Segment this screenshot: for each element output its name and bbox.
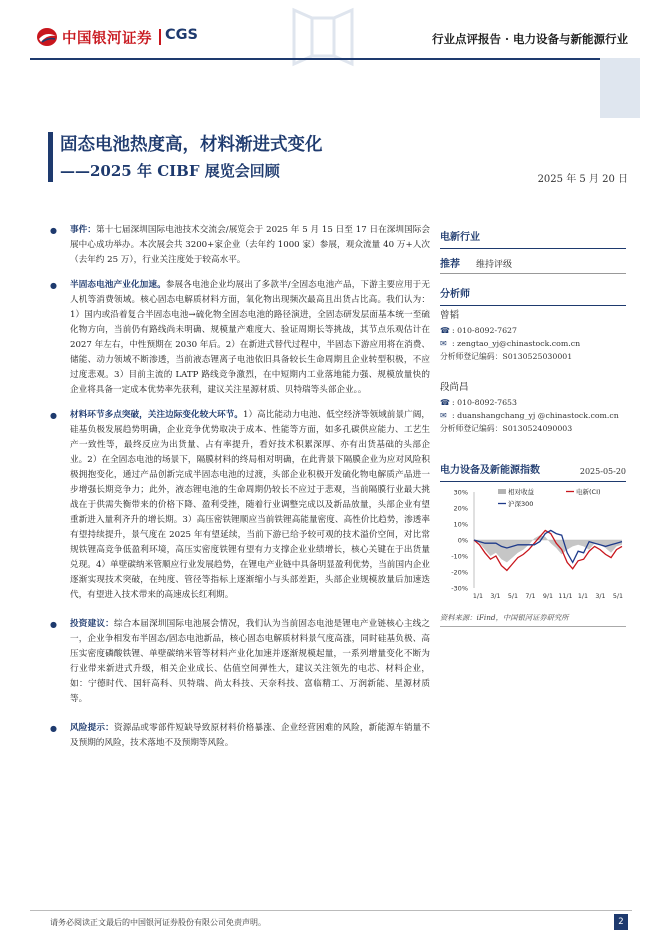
legend-swatch [498, 489, 506, 494]
legend-label: 相对收益 [508, 488, 534, 496]
x-tick-label: 1/1 [577, 593, 589, 600]
chart-date: 2025-05-20 [579, 467, 626, 476]
email-address[interactable]: duanshangchang_yj @chinastock.com.cn [457, 411, 619, 420]
y-tick-label: 10% [453, 520, 468, 529]
bullet-icon: ● [50, 620, 57, 629]
paragraph-lead: 风险提示： [70, 723, 114, 733]
paragraph-event [48, 223, 430, 268]
y-tick-label: 30% [453, 488, 468, 497]
phone-number: 010-8092-7653 [457, 398, 517, 407]
bullet-icon: ● [50, 226, 57, 235]
page-number: 2 [614, 914, 628, 930]
paragraph-text: 第十七届深圳国际电池技术交流会/展览会于 2025 年 5 月 15 日至 17 日在深圳国际会展中心成功举办。本次展会共 3200+家企业（去年约 1000 家）参展，观众流量 40 万+人次（去年约 25 万），行业关注度处于较高水平。 [70, 225, 430, 265]
x-tick-label: 1/1 [472, 593, 484, 600]
paragraph-lead: 投资建议： [70, 619, 114, 629]
report-subtitle: ——2025 年 CIBF 展览会回顾 [60, 162, 280, 180]
email-icon: ✉ [440, 339, 447, 348]
industry-heading: 电新行业 [440, 228, 626, 249]
paragraph-investment [48, 617, 430, 707]
paragraph-text: 参展各电池企业均展出了多款半/全固态电池产品，下游主要应用于无人机等消费领域。核心固态电解质材料方面，氧化物出现频次最高且出货占比高。我们认为：1）国内或沿着复合半固态电池→硫化物全固态电池的路径演进，全固态研发层面基本统一至硫化物方向，当前仍有路线尚未明确、规模量产难度大、验证周期长等挑战，其节点乐观估计在 2027 年左右，中性预期在 2030 年后。2）在新进式替代过程中，半固态下游应用将在消费、储能、动力领域不断渗透，当前液态锂离子电池依旧具备较长生命周期且企业转型积极，不应过度悲观。3）目前主流的 LATP 路线竞争激烈，在中短期内工业落地能力强、规模放量快的企业将具备一定成本优势率先获利，建议关注星源材质、贝特瑞等头部企业。。 [70, 280, 430, 395]
analyst-block-1 [440, 307, 626, 363]
legend-label: 电新(CI) [576, 488, 601, 496]
paragraph-text: 1）高比能动力电池、低空经济等领域前景广阔，硅基负极发展趋势明确，企业竞争优势取决于成本、性能等方面，如多孔碳供应能力、工艺生产一致性等，最终反应为出货量、占有率提升，看好技术积累深厚、亦有出货基础的头部企业。2）在全固态电池的场景下，隔膜材料的终局相对明确，在此背景下隔膜企业为应对风险积极拥抱变化，通过产品创新完成半固态电池的过渡，头部企业积极开发硫化物电解质产品进一步增强长期竞争力；此外，液态锂电池的生命周期仍较长不应过于悲观，当前隔膜行业最大挑战在于供需失衡带来的价格下降、盈利受挫，随着行业调整完成以及新品放量，头部企业有望重新进入量利齐升的增长期。3）高压密铁锂顺应当前铁锂高能量密度、高性价比趋势，渗透率有望持续提升，景气度在 2025 年有望延续，当前下游已给予较可观的技术溢价空间，对比常规铁锂高竞争低盈利环境，高压实密度铁锂有望有力支撑企业业绩增长，核心关键在于出货量兑现。4）单壁碳纳米管顺应行业发展趋势，在锂电产业链中具备明显盈利优势，当前国内企业逐渐实现技术突破，在纯度、管径等指标上逐渐缩小与头部差距，头部企业规模放量后加速迭代，有望进入技术带来的高速成长红利期。 [70, 410, 430, 600]
brand-name-en: CGS [165, 27, 198, 43]
analyst-name: 曾韬 [440, 310, 460, 321]
analyst-phone: ☎ : 010-8092-7627 [440, 326, 517, 335]
y-tick-label: -30% [451, 584, 468, 593]
brand-logo-icon [36, 27, 58, 47]
bullet-icon: ● [50, 411, 57, 420]
analyst-name: 段尚昌 [440, 382, 469, 393]
bullet-icon: ● [50, 281, 57, 290]
source-divider [440, 626, 626, 627]
y-tick-label: 0% [457, 536, 468, 545]
analysts-heading: 分析师 [440, 285, 626, 306]
chart-heading [440, 461, 626, 482]
y-tick-label: -10% [451, 552, 468, 561]
watermark-logo-icon [288, 6, 358, 70]
paragraph-semi-solid [48, 278, 430, 398]
rating-value: 维持评级 [476, 260, 513, 270]
bullet-icon: ● [50, 724, 57, 733]
email-icon: ✉ [440, 411, 447, 420]
title-accent-bar [48, 132, 53, 182]
paragraph-lead: 事件： [70, 225, 96, 235]
rating-key: 推荐 [440, 259, 460, 270]
chart-x-axis [473, 593, 623, 600]
rating-divider [440, 273, 626, 274]
y-tick-label: -20% [451, 568, 468, 577]
footer-disclaimer: 请务必阅读正文最后的中国银河证券股份有限公司免责声明。 [50, 918, 266, 927]
report-date: 2025 年 5 月 20 日 [537, 174, 628, 185]
analyst-phone: ☎ : 010-8092-7653 [440, 398, 517, 407]
chart-plot-area [474, 530, 622, 570]
header-accent-bar [600, 58, 640, 118]
rating-row [440, 255, 626, 270]
chart-title: 电力设备及新能源指数 [440, 465, 540, 476]
phone-icon: ☎ [440, 326, 450, 335]
paragraph-risk [48, 721, 430, 751]
report-title: 固态电池热度高，材料渐进式变化 [60, 135, 323, 155]
chart-legend [498, 487, 601, 508]
paragraph-materials [48, 408, 430, 603]
brand-name-cn: 中国银河证券 [62, 31, 152, 47]
x-tick-label: 3/1 [595, 593, 606, 600]
report-category: 行业点评报告 · 电力设备与新能源行业 [431, 32, 628, 46]
brand-separator [159, 29, 161, 45]
chart-y-axis [451, 489, 474, 593]
analyst-email: ✉ : zengtao_yj@chinastock.com.cn [440, 339, 581, 348]
main-body [48, 223, 430, 759]
analyst-reg-code: 分析师登记编码：S0130524090003 [440, 424, 573, 433]
index-line-chart [440, 484, 630, 610]
x-tick-label: 11/1 [558, 593, 573, 600]
chart-source: 资料来源：iFind，中国银河证券研究所 [440, 613, 569, 622]
x-tick-label: 3/1 [490, 593, 501, 600]
legend-label: 沪深300 [508, 500, 534, 508]
x-tick-label: 7/1 [525, 593, 536, 600]
paragraph-text: 综合本届深圳国际电池展会情况，我们认为当前固态电池是锂电产业链核心主线之一，企业争相发布半固态/固态电池新品，核心固态电解质材料景气度高涨，同时硅基负极、高压实密度磷酸铁锂、单壁碳纳米管等材料产业化加速并逐渐规模起量，一系列增量变化不断为行业带来新进式升级，相关企业成长、估值空间弹性大，建议关注领先的电芯、材料企业，如：宁德时代、国轩高科、贝特瑞、尚太科技、天奈科技、富临精工、万润新能、星源材质等。 [70, 619, 430, 704]
paragraph-lead: 半固态电池产业化加速。 [70, 280, 166, 290]
y-tick-label: 20% [453, 504, 468, 513]
paragraph-text: 资源品或零部件短缺导致原材料价格暴涨、企业经营困难的风险，新能源车销量不及预期的风险，技术落地不及预期等风险。 [70, 723, 430, 748]
analyst-block-2 [440, 379, 626, 435]
analyst-reg-code: 分析师登记编码：S0130525030001 [440, 352, 573, 361]
phone-number: 010-8092-7627 [457, 326, 517, 335]
email-address[interactable]: zengtao_yj@chinastock.com.cn [457, 339, 581, 348]
header-divider [30, 58, 632, 60]
x-tick-label: 5/1 [507, 593, 519, 600]
footer-divider [30, 910, 632, 911]
x-tick-label: 5/1 [612, 593, 624, 600]
x-tick-label: 9/1 [542, 593, 554, 600]
phone-icon: ☎ [440, 398, 450, 407]
analyst-email: ✉ : duanshangchang_yj @chinastock.com.cn [440, 411, 619, 420]
paragraph-lead: 材料环节多点突破，关注边际变化较大环节。 [70, 410, 243, 420]
